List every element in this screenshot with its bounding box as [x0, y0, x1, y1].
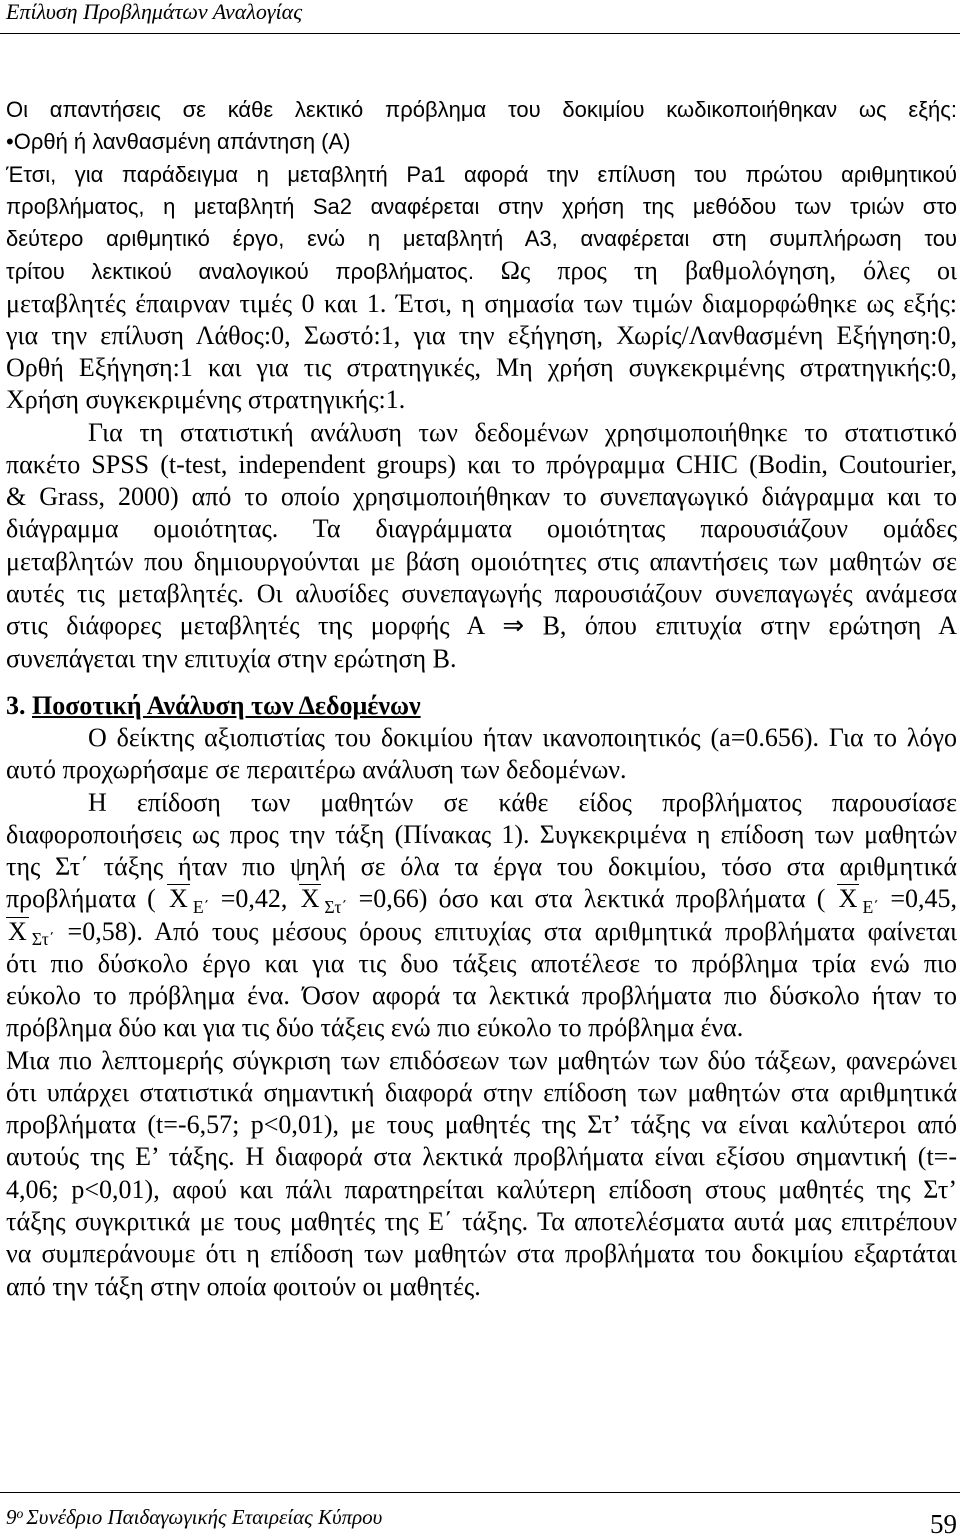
mean-symbol: [6, 916, 55, 950]
text-line: αυτούς της Ε’ τάξης. Η διαφορά στα λεκτικά προβλήματα είναι εξίσου σημαντική (t=-: [6, 1142, 957, 1172]
text-line: ότι υπάρχει στατιστικά σημαντική διαφορά στην επίδοση των μαθητών στα αριθμητικά: [6, 1077, 957, 1107]
text-line: αυτό προχωρήσαμε σε περαιτέρω ανάλυση των δεδομένων.: [6, 755, 627, 785]
text-run: τρίτου λεκτικού αναλογικού προβλήματος.: [6, 259, 474, 285]
mean-subscript: Ε΄: [192, 896, 210, 917]
conference-name: Συνέδριο Παιδαγωγικής Εταιρείας Κύπρου: [26, 1505, 383, 1529]
mean-symbol: [299, 884, 348, 917]
text-run: Ως προς τη βαθμολόγηση, όλες οι: [500, 256, 957, 286]
text-run: =0,42,: [220, 884, 288, 914]
bullet-item: •Ορθή ή λανθασμένη απάντηση (Α): [6, 129, 351, 155]
mean-x: X: [300, 884, 320, 914]
mean-subscript: Στ΄: [31, 929, 55, 950]
mean-symbol: [837, 884, 880, 917]
text-line: μεταβλητών που δημιουργούνται με βάση ομοιότητες στις απαντήσεις των μαθητών σε: [6, 546, 957, 576]
text-line: [6, 883, 957, 915]
section-title: Ποσοτική Ανάλυση των Δεδομένων: [32, 690, 421, 720]
text-line: μεταβλητές έπαιρναν τιμές 0 και 1. Έτσι, η σημασία των τιμών διαμορφώθηκε ως εξής:: [6, 288, 957, 318]
running-footer: [6, 1505, 382, 1532]
mean-x: X: [8, 916, 27, 946]
text-line: [6, 255, 957, 287]
text-line: τάξης συγκριτικά με τους μαθητές της Ε΄ τάξης. Τα αποτελέσματα αυτά μας επιτρέπουν: [6, 1206, 957, 1236]
text-run: =0,45,: [890, 884, 958, 914]
text-line: & Grass, 2000) από το οποίο χρησιμοποιήθηκαν το συνεπαγωγικό διάγραμμα και το: [6, 482, 957, 512]
text-line: Ο δείκτης αξιοπιστίας του δοκιμίου ήταν ικανοποιητικός (a=0.656). Για το λόγο: [88, 723, 957, 752]
page-number: 59: [930, 1509, 957, 1539]
text-line: να συμπεράνουμε ότι η επίδοση των μαθητών στα προβλήματα του δοκιμίου εξαρτάται: [6, 1239, 957, 1269]
analysis-paragraph: [6, 417, 957, 675]
text-line: Έτσι, για παράδειγμα η μεταβλητή Pa1 αφορά την επίλυση του πρώτου αριθμητικού: [6, 161, 957, 187]
text-line: στις διάφορες μεταβλητές της μορφής Α ⇒ Β, όπου επιτυχία στην ερώτηση Α: [6, 611, 957, 641]
conference-edition: 9: [6, 1505, 17, 1529]
text-run: =0,66) όσο και στα λεκτικά προβλήματα (: [358, 884, 826, 914]
edition-suffix: ο: [16, 1505, 24, 1521]
results-paragraph: [6, 722, 957, 1303]
text-line: διάγραμμα ομοιότητας. Τα διαγράμματα ομοιότητας παρουσιάζουν ομάδες: [6, 514, 957, 544]
text-run: =0,58). Από τους μέσους όρους επιτυχίας στα αριθμητικά προβλήματα φαίνεται: [67, 916, 958, 946]
coding-paragraph: [6, 94, 957, 417]
text-line: Ορθή Εξήγηση:1 και για τις στρατηγικές, Μη χρήση συγκεκριμένης στρατηγικής:0,: [6, 353, 957, 383]
text-line: από την τάξη στην οποία φοιτούν οι μαθητές.: [6, 1271, 481, 1301]
section-heading: [6, 690, 957, 722]
text-line: διαφοροποιήσεις ως προς την τάξη (Πίνακας 1). Συγκεκριμένα η επίδοση των μαθητών: [6, 819, 957, 849]
text-run: προβλήματα (: [6, 884, 156, 914]
mean-subscript: Ε΄: [862, 896, 880, 917]
text-line: Η επίδοση των μαθητών σε κάθε είδος προβλήματος παρουσίασε: [88, 787, 957, 817]
mean-x: X: [838, 884, 858, 914]
header-rule: [0, 33, 960, 34]
text-line: συνεπάγεται την επιτυχία στην ερώτηση Β.: [6, 643, 457, 673]
text-line: δεύτερο αριθμητικό έργο, ενώ η μεταβλητή Α3, αναφέρεται στη συμπλήρωση του: [6, 226, 957, 252]
text-line: [6, 916, 957, 948]
text-line: προβλήματος, η μεταβλητή Sa2 αναφέρεται στην χρήση της μεθόδου των τριών στο: [6, 193, 957, 219]
mean-subscript: Στ΄: [324, 896, 348, 917]
mean-symbol: [167, 884, 210, 917]
section-number: 3.: [6, 690, 26, 720]
text-line: Οι απαντήσεις σε κάθε λεκτικό πρόβλημα του δοκιμίου κωδικοποιήθηκαν ως εξής:: [6, 97, 957, 122]
text-line: Για τη στατιστική ανάλυση των δεδομένων χρησιμοποιήθηκε το στατιστικό: [88, 417, 957, 447]
text-line: προβλήματα (t=-6,57; p<0,01), με τους μαθητές της Στ’ τάξης να είναι καλύτεροι από: [6, 1110, 957, 1140]
running-header: Επίλυση Προβλημάτων Αναλογίας: [6, 0, 303, 24]
page-body: [6, 94, 957, 1303]
text-line: ότι πιο δύσκολο έργο και για τις δυο τάξεις αποτέλεσε το πρόβλημα τρία ενώ πιο: [6, 948, 957, 978]
text-line: Χρήση συγκεκριμένης στρατηγικής:1.: [6, 385, 406, 415]
text-line: 4,06; p<0,01), αφού και πάλι παρατηρείται καλύτερη επίδοση στους μαθητές της Στ’: [6, 1174, 957, 1204]
text-line: Μια πιο λεπτομερής σύγκριση των επιδόσεων των μαθητών των δύο τάξεων, φανερώνει: [6, 1045, 957, 1075]
text-line: της Στ΄ τάξης ήταν πιο ψηλή σε όλα τα έργα του δοκιμίου, τόσο στα αριθμητικά: [6, 852, 957, 882]
mean-x: X: [169, 884, 188, 914]
text-line: εύκολο το πρόβλημα ένα. Όσον αφορά τα λεκτικά προβλήματα πιο δύσκολο ήταν το: [6, 981, 957, 1011]
text-line: για την επίλυση Λάθος:0, Σωστό:1, για την εξήγηση, Χωρίς/Λανθασμένη Εξήγηση:0,: [6, 320, 957, 350]
text-line: πρόβλημα δύο και για τις δύο τάξεις ενώ πιο εύκολο το πρόβλημα ένα.: [6, 1013, 744, 1043]
footer-rule: [0, 1492, 960, 1493]
text-line: πακέτο SPSS (t-test, independent groups) και το πρόγραμμα CHIC (Bodin, Coutourier,: [6, 449, 957, 479]
text-line: αυτές τις μεταβλητές. Οι αλυσίδες συνεπαγωγής παρουσιάζουν συνεπαγωγές ανάμεσα: [6, 578, 957, 608]
